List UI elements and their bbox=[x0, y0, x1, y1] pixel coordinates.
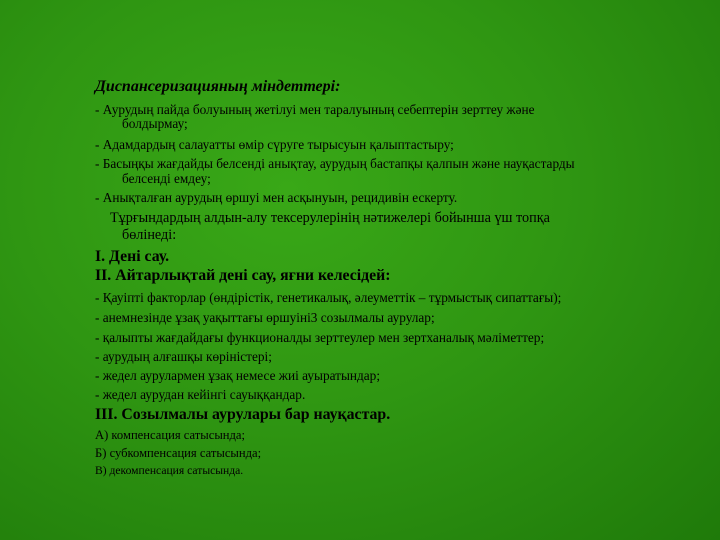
slide-heading: Диспансеризацияның міндеттері: bbox=[95, 78, 341, 95]
task-line: белсенді емдеу; bbox=[122, 171, 211, 186]
group-3-item: В) декомпенсация сатысында. bbox=[95, 464, 244, 477]
task-line: - Адамдардың салауатты өмір сүруге тырысуын қалыптастыру; bbox=[95, 137, 454, 152]
group-2-title: II. Айтарлықтай дені сау, яғни келесідей: bbox=[95, 267, 391, 284]
intro-line: Тұрғындардың алдын-алу тексерулерінің нәтижелері бойынша үш топқа bbox=[110, 210, 550, 226]
intro-line: бөлінеді: bbox=[122, 227, 177, 243]
group-3-title: III. Созылмалы аурулары бар науқастар. bbox=[95, 406, 391, 423]
group-3-item: А) компенсация сатысында; bbox=[95, 428, 246, 442]
task-line: - Басыңқы жағдайды белсенді анықтау, аурудың бастапқы қалпын және науқастарды bbox=[95, 156, 575, 171]
task-line: болдырмау; bbox=[122, 116, 188, 131]
group-2-item: - аурудың алғашқы көріністері; bbox=[95, 349, 272, 364]
group-2-item: - анемнезінде ұзақ уақыттағы өршуіні3 созылмалы аурулар; bbox=[95, 310, 435, 325]
group-2-item: - Қауіпті факторлар (өндірістік, генетикалық, әлеуметтік – тұрмыстық сипаттағы); bbox=[95, 290, 562, 305]
group-2-item: - жедел аурулармен ұзақ немесе жиі ауыратындар; bbox=[95, 368, 381, 383]
group-2-item: - қалыпты жағдайдағы функционалды зерттеулер мен зертханалық мәліметтер; bbox=[95, 330, 545, 345]
group-1-title: I. Дені сау. bbox=[95, 248, 170, 265]
group-2-item: - жедел аурудан кейінгі сауыққандар. bbox=[95, 387, 306, 402]
group-3-item: Б) субкомпенсация сатысында; bbox=[95, 446, 262, 460]
task-line: - Анықталған аурудың өршуі мен асқынуын, рецидивін ескерту. bbox=[95, 190, 458, 205]
task-line: - Аурудың пайда болуының жетілуі мен таралуының себептерін зерттеу және bbox=[95, 102, 535, 117]
